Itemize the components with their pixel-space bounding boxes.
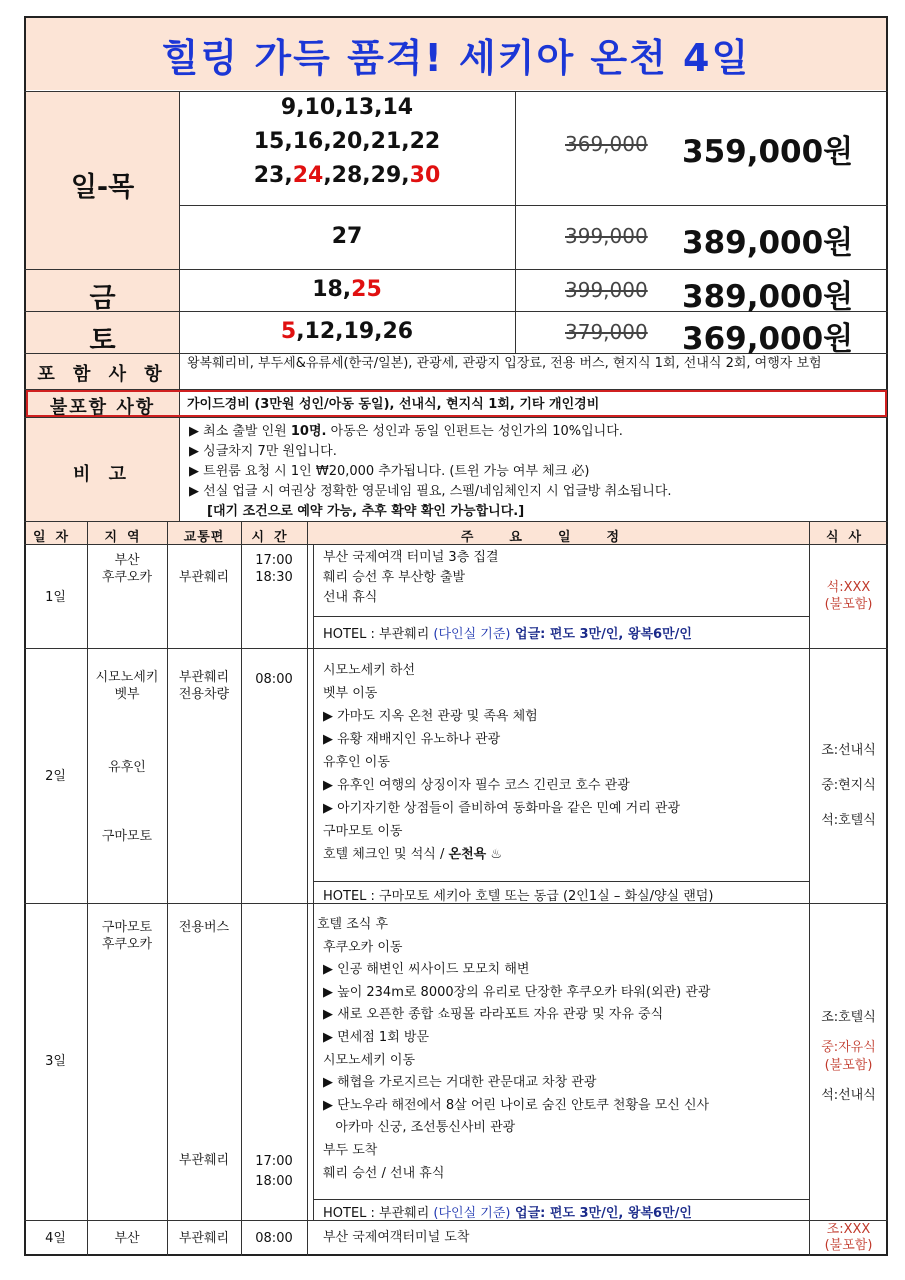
meal-cell: 조:XXX (불포함): [824, 1222, 873, 1253]
remarks-label: 비 고: [72, 464, 133, 485]
exclude-label: 불포함 사항: [49, 397, 156, 418]
old-price: 399,000: [565, 224, 648, 248]
transport-cell: 부관훼리 전용차량: [178, 670, 230, 702]
meal-cell: 조:선내식 중:현지식 석:호텔식: [821, 743, 876, 828]
transport-cell: 부관훼리: [178, 570, 230, 585]
transport-cell: 전용버스: [178, 920, 230, 935]
time-cell: 08:00: [255, 672, 293, 687]
header-schedule: 주요일정: [460, 530, 656, 545]
header-time: 시간: [251, 530, 297, 545]
time-cell: 17:00 18:00: [255, 1154, 293, 1189]
dates-line: 9,10,13,14: [280, 95, 414, 120]
area-cell: 부산 후쿠오카: [101, 553, 153, 585]
transport-cell: 부관훼리: [178, 1231, 230, 1246]
dates-line: 27: [331, 224, 363, 249]
meal-cell: 석:XXX (불포함): [824, 580, 873, 612]
old-price: 399,000: [565, 278, 648, 302]
area-cell: 부산: [114, 1231, 140, 1246]
day-label: 3일: [45, 1054, 66, 1069]
new-price: 389,000원: [682, 279, 854, 315]
fri-label: 금: [89, 283, 116, 314]
dates-line: 15,16,20,21,22: [253, 129, 441, 154]
new-price: 389,000원: [682, 225, 854, 261]
area-cell: 유후인: [108, 760, 146, 775]
page-title: 힐링 가득 품격! 세키아 온천 4일: [161, 35, 751, 80]
old-price: 379,000: [565, 320, 648, 344]
schedule-line: 부산 국제여객터미널 도착: [323, 1230, 470, 1245]
remarks-list: ▶ 최소 출발 인원 10명. 아동은 성인과 동일 인펀트는 성인가의 10%입니다. ▶ 싱글차지 7만 원입니다. ▶ 트윈룸 요청 시 1인 ₩20,000 추가됩니다. (트윈 가능 여부 체크 必) ▶ 선실 업글 시 여권상 정확한 영문네임 필요, 스펠/네임체인지 시 업글방 취소됩니다. [대기 조건으로 예약 가능, 추후 확약 확인 가능합니다.]: [189, 424, 672, 519]
schedule-block: 시모노세키 하선 벳부 이동 ▶ 가마도 지옥 온천 관광 및 족욕 체험 ▶ 유황 재배지인 유노하나 관광 유후인 이동 ▶ 유후인 여행의 상징이자 필수 코스 긴린코 호수 관광 ▶ 아기자기한 상점들이 즐비하여 동화마을 같은 민예 거리 관광 구마모토 이동 호텔 체크인 및 석식 / 온천욕 ♨: [323, 663, 681, 862]
header-transport: 교통편: [183, 530, 225, 545]
time-cell: 17:00 18:30: [255, 553, 293, 585]
new-price: 369,000원: [682, 321, 854, 357]
old-price: 369,000: [565, 132, 648, 156]
day-label: 1일: [45, 590, 66, 605]
header-area: 지역: [104, 530, 150, 545]
schedule-block: 호텔 조식 후 후쿠오카 이동 ▶ 인공 해변인 씨사이드 모모치 해변 ▶ 높이 234m로 8000장의 유리로 단장한 후쿠오카 타워(외관) 관광 ▶ 새로 오픈한 종합 쇼핑몰 라라포트 자유 관광 및 자유 중식 ▶ 면세점 1회 방문 시모노세키 이동 ▶ 해협을 가로지르는 거대한 관문대교 차창 관광 ▶ 단노우라 해전에서 8살 어린 나이로 숨진 안토쿠 천황을 모신 신사 아카마 신궁, 조선통신사비 관광 부두 도착 훼리 승선 / 선내 휴식: [317, 917, 711, 1181]
hotel-line: HOTEL : 부관훼리 (다인실 기준) 업글: 편도 3만/인, 왕복6만/인: [323, 627, 692, 642]
header-meal: 식사: [825, 530, 872, 545]
area-cell: 시모노세키 벳부: [95, 670, 159, 702]
area-cell: 구마모토 후쿠오카: [101, 920, 153, 952]
include-label: 포 함 사 항: [37, 364, 168, 385]
dates-line: 18,25: [312, 277, 382, 302]
weekday-label: 일-목: [70, 172, 135, 203]
schedule-block: 부산 국제여객 터미널 3층 집결 훼리 승선 후 부산항 출발 선내 휴식: [323, 550, 499, 605]
day-label: 2일: [45, 769, 66, 784]
hotel-line: HOTEL : 부관훼리 (다인실 기준) 업글: 편도 3만/인, 왕복6만/인: [323, 1206, 692, 1221]
day-label: 4일: [45, 1231, 66, 1246]
time-cell: 08:00: [255, 1231, 293, 1246]
hotel-line: HOTEL : 구마모토 세키아 호텔 또는 동급 (2인1실 – 화실/양실 랜덤): [323, 889, 714, 904]
dates-line: 5,12,19,26: [280, 319, 414, 344]
area-cell: 구마모토: [101, 829, 153, 844]
meal-cell: 조:호텔식 중:자유식 (불포함) 석:선내식: [821, 1010, 876, 1103]
sat-label: 토: [89, 325, 116, 356]
new-price: 359,000원: [682, 134, 854, 170]
header-day: 일자: [32, 530, 79, 545]
transport-cell: 부관훼리: [178, 1153, 230, 1168]
include-text: 왕복훼리비, 부두세&유류세(한국/일본), 관광세, 관광지 입장료, 전용 버스, 현지식 1회, 선내식 2회, 여행자 보험: [187, 356, 822, 371]
dates-line: 23,24,28,29,30: [253, 163, 441, 188]
exclude-text: 가이드경비 (3만원 성인/아동 동일), 선내식, 현지식 1회, 기타 개인경비: [187, 397, 600, 412]
